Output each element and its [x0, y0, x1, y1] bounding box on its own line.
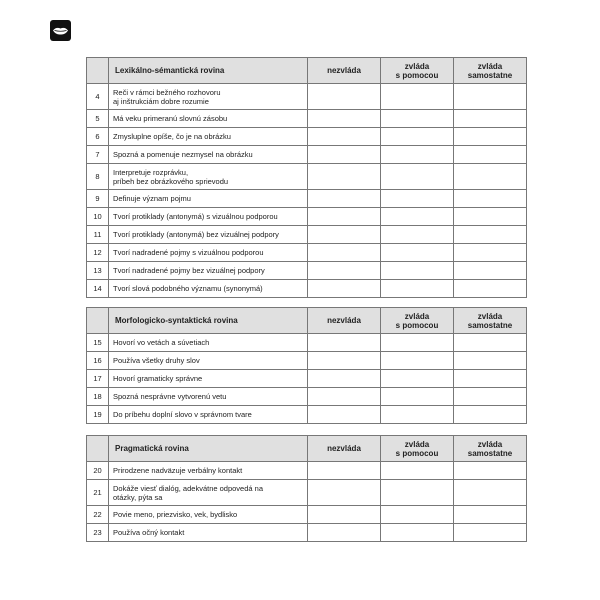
checkbox-cell-samostatne[interactable]: [454, 146, 527, 164]
checkbox-cell-s-pomocou[interactable]: [381, 190, 454, 208]
checkbox-cell-samostatne[interactable]: [454, 128, 527, 146]
checkbox-cell-samostatne[interactable]: [454, 524, 527, 542]
row-text: Používa očný kontakt: [109, 524, 308, 542]
row-number: 12: [87, 244, 109, 262]
table-row: [87, 164, 527, 190]
table-row: [87, 244, 527, 262]
checkbox-cell-s-pomocou[interactable]: [381, 334, 454, 352]
row-number: 23: [87, 524, 109, 542]
checkbox-cell-nezvlada[interactable]: [308, 524, 381, 542]
table-row: [87, 334, 527, 352]
checkbox-cell-s-pomocou[interactable]: [381, 128, 454, 146]
checkbox-cell-nezvlada[interactable]: [308, 480, 381, 506]
table-row: [87, 352, 527, 370]
checkbox-cell-nezvlada[interactable]: [308, 110, 381, 128]
checkbox-cell-s-pomocou[interactable]: [381, 480, 454, 506]
checkbox-cell-nezvlada[interactable]: [308, 334, 381, 352]
row-text: Tvorí protiklady (antonymá) bez vizuálnej podpory: [109, 226, 308, 244]
row-text: Do príbehu doplní slovo v správnom tvare: [109, 406, 308, 424]
checkbox-cell-s-pomocou[interactable]: [381, 84, 454, 110]
row-number: 5: [87, 110, 109, 128]
row-text: Hovorí gramaticky správne: [109, 370, 308, 388]
checkbox-cell-samostatne[interactable]: [454, 208, 527, 226]
row-text: Hovorí vo vetách a súvetiach: [109, 334, 308, 352]
checkbox-cell-s-pomocou[interactable]: [381, 208, 454, 226]
checkbox-cell-samostatne[interactable]: [454, 84, 527, 110]
checkbox-cell-nezvlada[interactable]: [308, 146, 381, 164]
checkbox-cell-nezvlada[interactable]: [308, 226, 381, 244]
checkbox-cell-samostatne[interactable]: [454, 406, 527, 424]
checkbox-cell-nezvlada[interactable]: [308, 370, 381, 388]
row-number: 10: [87, 208, 109, 226]
row-number: 22: [87, 506, 109, 524]
table-row: [87, 146, 527, 164]
row-text: Povie meno, priezvisko, vek, bydlisko: [109, 506, 308, 524]
pragmatic-table: [86, 435, 527, 542]
section-title: Pragmatická rovina: [109, 436, 308, 462]
checkbox-cell-s-pomocou[interactable]: [381, 462, 454, 480]
column-header-zvlada-samostatne: zvláda samostatne: [454, 308, 527, 334]
checkbox-cell-samostatne[interactable]: [454, 334, 527, 352]
table-row: [87, 506, 527, 524]
checkbox-cell-s-pomocou[interactable]: [381, 370, 454, 388]
row-number: 9: [87, 190, 109, 208]
row-number: 4: [87, 84, 109, 110]
checkbox-cell-nezvlada[interactable]: [308, 84, 381, 110]
column-header-nezvlada: nezvláda: [308, 58, 381, 84]
checkbox-cell-nezvlada[interactable]: [308, 280, 381, 298]
table-row: [87, 462, 527, 480]
checkbox-cell-s-pomocou[interactable]: [381, 524, 454, 542]
checkbox-cell-s-pomocou[interactable]: [381, 262, 454, 280]
row-number: 17: [87, 370, 109, 388]
row-number: 14: [87, 280, 109, 298]
header-blank-cell: [87, 58, 109, 84]
section-title: Lexikálno-sémantická rovina: [109, 58, 308, 84]
table-header-row: [87, 58, 527, 84]
checkbox-cell-nezvlada[interactable]: [308, 164, 381, 190]
column-header-zvlada-samostatne: zvláda samostatne: [454, 436, 527, 462]
checkbox-cell-nezvlada[interactable]: [308, 352, 381, 370]
column-header-zvlada-s-pomocou: zvláda s pomocou: [381, 436, 454, 462]
checkbox-cell-samostatne[interactable]: [454, 164, 527, 190]
checkbox-cell-samostatne[interactable]: [454, 370, 527, 388]
row-text: Používa všetky druhy slov: [109, 352, 308, 370]
checkbox-cell-nezvlada[interactable]: [308, 244, 381, 262]
row-text: Zmysluplne opíše, čo je na obrázku: [109, 128, 308, 146]
row-number: 20: [87, 462, 109, 480]
table-row: [87, 208, 527, 226]
table-row: [87, 226, 527, 244]
checkbox-cell-samostatne[interactable]: [454, 244, 527, 262]
table-row: [87, 262, 527, 280]
row-number: 16: [87, 352, 109, 370]
row-number: 11: [87, 226, 109, 244]
column-header-nezvlada: nezvláda: [308, 436, 381, 462]
checkbox-cell-s-pomocou[interactable]: [381, 506, 454, 524]
lexical-semantic-table: [86, 57, 527, 298]
table-header-row: [87, 436, 527, 462]
checkbox-cell-nezvlada[interactable]: [308, 262, 381, 280]
row-text: Reči v rámci bežného rozhovoru aj inštrukciám dobre rozumie: [109, 84, 308, 110]
table-header-row: [87, 308, 527, 334]
table-row: [87, 370, 527, 388]
checkbox-cell-samostatne[interactable]: [454, 280, 527, 298]
checkbox-cell-nezvlada[interactable]: [308, 388, 381, 406]
row-number: 13: [87, 262, 109, 280]
column-header-nezvlada: nezvláda: [308, 308, 381, 334]
checkbox-cell-s-pomocou[interactable]: [381, 226, 454, 244]
row-text: Dokáže viesť dialóg, adekvátne odpovedá na otázky, pýta sa: [109, 480, 308, 506]
column-header-zvlada-samostatne: zvláda samostatne: [454, 58, 527, 84]
checkbox-cell-nezvlada[interactable]: [308, 208, 381, 226]
checkbox-cell-nezvlada[interactable]: [308, 462, 381, 480]
row-number: 8: [87, 164, 109, 190]
table-row: [87, 406, 527, 424]
checkbox-cell-nezvlada[interactable]: [308, 406, 381, 424]
table-row: [87, 128, 527, 146]
morpho-syntactic-table: [86, 307, 527, 424]
checkbox-cell-nezvlada[interactable]: [308, 128, 381, 146]
row-text: Interpretuje rozprávku, príbeh bez obrázkového sprievodu: [109, 164, 308, 190]
checkbox-cell-samostatne[interactable]: [454, 226, 527, 244]
checkbox-cell-samostatne[interactable]: [454, 190, 527, 208]
column-header-zvlada-s-pomocou: zvláda s pomocou: [381, 308, 454, 334]
row-text: Tvorí nadradené pojmy s vizuálnou podporou: [109, 244, 308, 262]
checkbox-cell-s-pomocou[interactable]: [381, 280, 454, 298]
checkbox-cell-s-pomocou[interactable]: [381, 146, 454, 164]
row-number: 7: [87, 146, 109, 164]
row-text: Tvorí slová podobného významu (synonymá): [109, 280, 308, 298]
row-text: Spozná nesprávne vytvorenú vetu: [109, 388, 308, 406]
table-row: [87, 84, 527, 110]
checkbox-cell-nezvlada[interactable]: [308, 190, 381, 208]
column-header-zvlada-s-pomocou: zvláda s pomocou: [381, 58, 454, 84]
checkbox-cell-s-pomocou[interactable]: [381, 406, 454, 424]
checkbox-cell-nezvlada[interactable]: [308, 506, 381, 524]
checkbox-cell-samostatne[interactable]: [454, 506, 527, 524]
row-text: Má veku primeranú slovnú zásobu: [109, 110, 308, 128]
row-number: 15: [87, 334, 109, 352]
row-number: 19: [87, 406, 109, 424]
checkbox-cell-s-pomocou[interactable]: [381, 388, 454, 406]
checkbox-cell-samostatne[interactable]: [454, 480, 527, 506]
checkbox-cell-s-pomocou[interactable]: [381, 110, 454, 128]
header-blank-cell: [87, 436, 109, 462]
checkbox-cell-samostatne[interactable]: [454, 462, 527, 480]
row-number: 21: [87, 480, 109, 506]
row-number: 6: [87, 128, 109, 146]
lips-logo-icon: [50, 20, 71, 41]
checkbox-cell-samostatne[interactable]: [454, 352, 527, 370]
checkbox-cell-samostatne[interactable]: [454, 262, 527, 280]
row-number: 18: [87, 388, 109, 406]
row-text: Prirodzene nadväzuje verbálny kontakt: [109, 462, 308, 480]
row-text: Definuje význam pojmu: [109, 190, 308, 208]
checkbox-cell-samostatne[interactable]: [454, 110, 527, 128]
row-text: Spozná a pomenuje nezmysel na obrázku: [109, 146, 308, 164]
checkbox-cell-samostatne[interactable]: [454, 388, 527, 406]
table-row: [87, 388, 527, 406]
row-text: Tvorí nadradené pojmy bez vizuálnej podpory: [109, 262, 308, 280]
table-row: [87, 190, 527, 208]
table-row: [87, 480, 527, 506]
header-blank-cell: [87, 308, 109, 334]
checkbox-cell-s-pomocou[interactable]: [381, 352, 454, 370]
checkbox-cell-s-pomocou[interactable]: [381, 164, 454, 190]
section-title: Morfologicko-syntaktická rovina: [109, 308, 308, 334]
checkbox-cell-s-pomocou[interactable]: [381, 244, 454, 262]
table-row: [87, 280, 527, 298]
table-row: [87, 524, 527, 542]
table-row: [87, 110, 527, 128]
row-text: Tvorí protiklady (antonymá) s vizuálnou podporou: [109, 208, 308, 226]
